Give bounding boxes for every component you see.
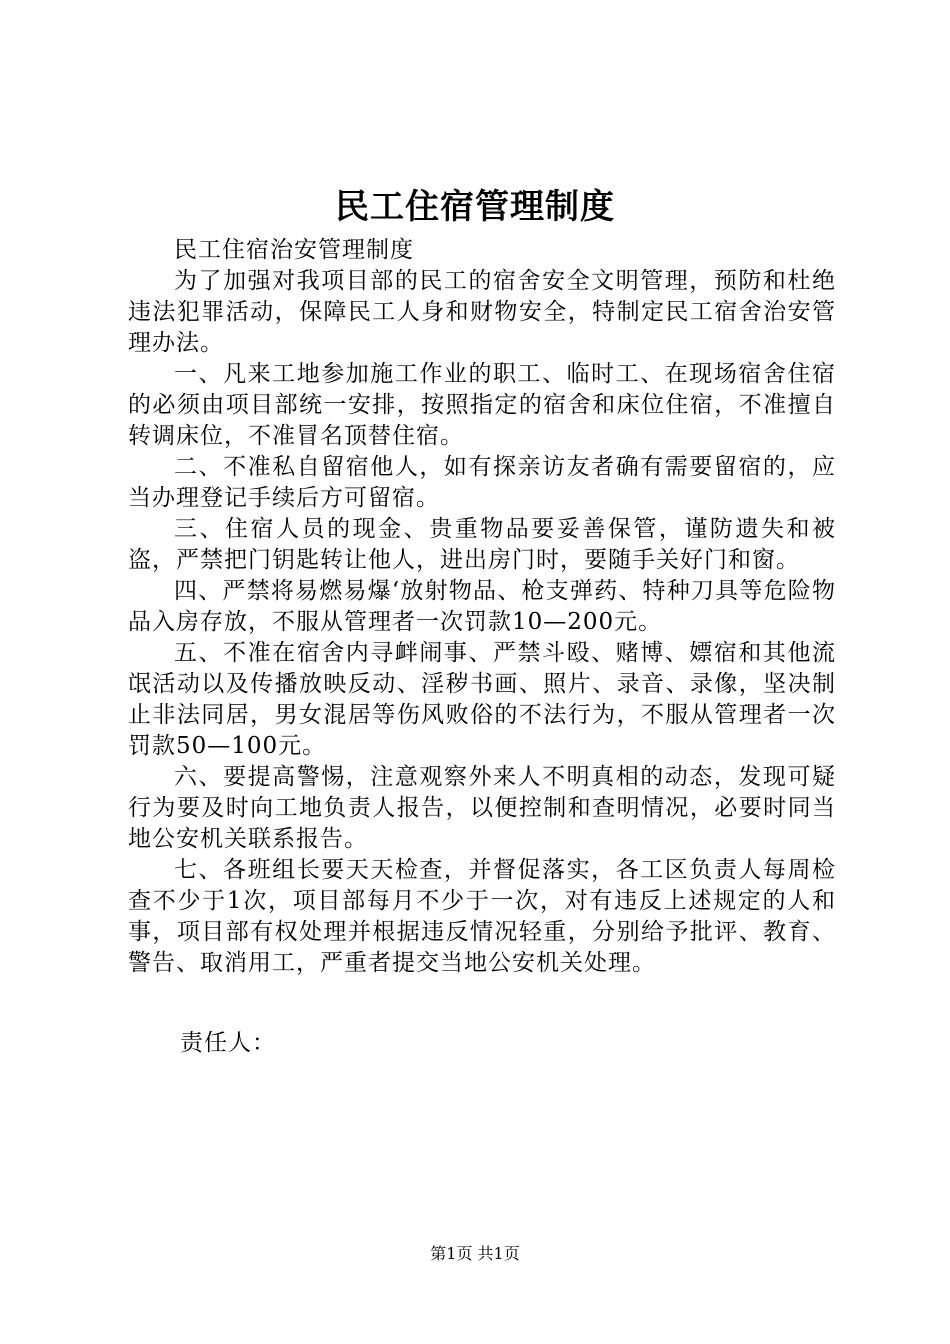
paragraph-rule-7: 七、各班组长要天天检查，并督促落实，各工区负责人每周检查不少于1次，项目部每月不少于一次，对有违反上述规定的人和事，项目部有权处理并根据违反情况轻重，分别给予批评、教育、警告、取消用工，严重者提交当地公安机关处理。 xyxy=(128,857,836,976)
paragraph-rule-6: 六、要提高警惕，注意观察外来人不明真相的动态，发现可疑行为要及时向工地负责人报告，以便控制和查明情况，必要时同当地公安机关联系报告。 xyxy=(128,764,836,852)
paragraph-intro: 为了加强对我项目部的民工的宿舍安全文明管理，预防和杜绝违法犯罪活动，保障民工人身和财物安全，特制定民工宿舍治安管理办法。 xyxy=(128,268,836,356)
document-subtitle: 民工住宿治安管理制度 xyxy=(174,237,414,263)
page-footer: 第1页 共1页 xyxy=(430,1244,520,1263)
document-title: 民工住宿管理制度 xyxy=(335,187,615,227)
signature-label: 责任人： xyxy=(180,1030,276,1056)
paragraph-rule-4: 四、严禁将易燃易爆‘放射物品、枪支弹药、特种刀具等危险物品入房存放，不服从管理者一次罚款10—200元。 xyxy=(128,578,836,635)
document-body xyxy=(128,235,836,979)
paragraph-rule-5: 五、不准在宿舍内寻衅闹事、严禁斗殴、赌博、嫖宿和其他流氓活动以及传播放映反动、淫秽书画、照片、录音、录像，坚决制止非法同居，男女混居等伤风败俗的不法行为，不服从管理者一次罚款50—100元。 xyxy=(128,640,836,759)
paragraph-rule-3: 三、住宿人员的现金、贵重物品要妥善保管，谨防遗失和被盗，严禁把门钥匙转让他人，进出房门时，要随手关好门和窗。 xyxy=(128,516,836,573)
paragraph-rule-2: 二、不准私自留宿他人，如有探亲访友者确有需要留宿的，应当办理登记手续后方可留宿。 xyxy=(128,454,836,511)
paragraph-rule-1: 一、凡来工地参加施工作业的职工、临时工、在现场宿舍住宿的必须由项目部统一安排，按照指定的宿舍和床位住宿，不准擅自转调床位，不准冒名顶替住宿。 xyxy=(128,361,836,449)
